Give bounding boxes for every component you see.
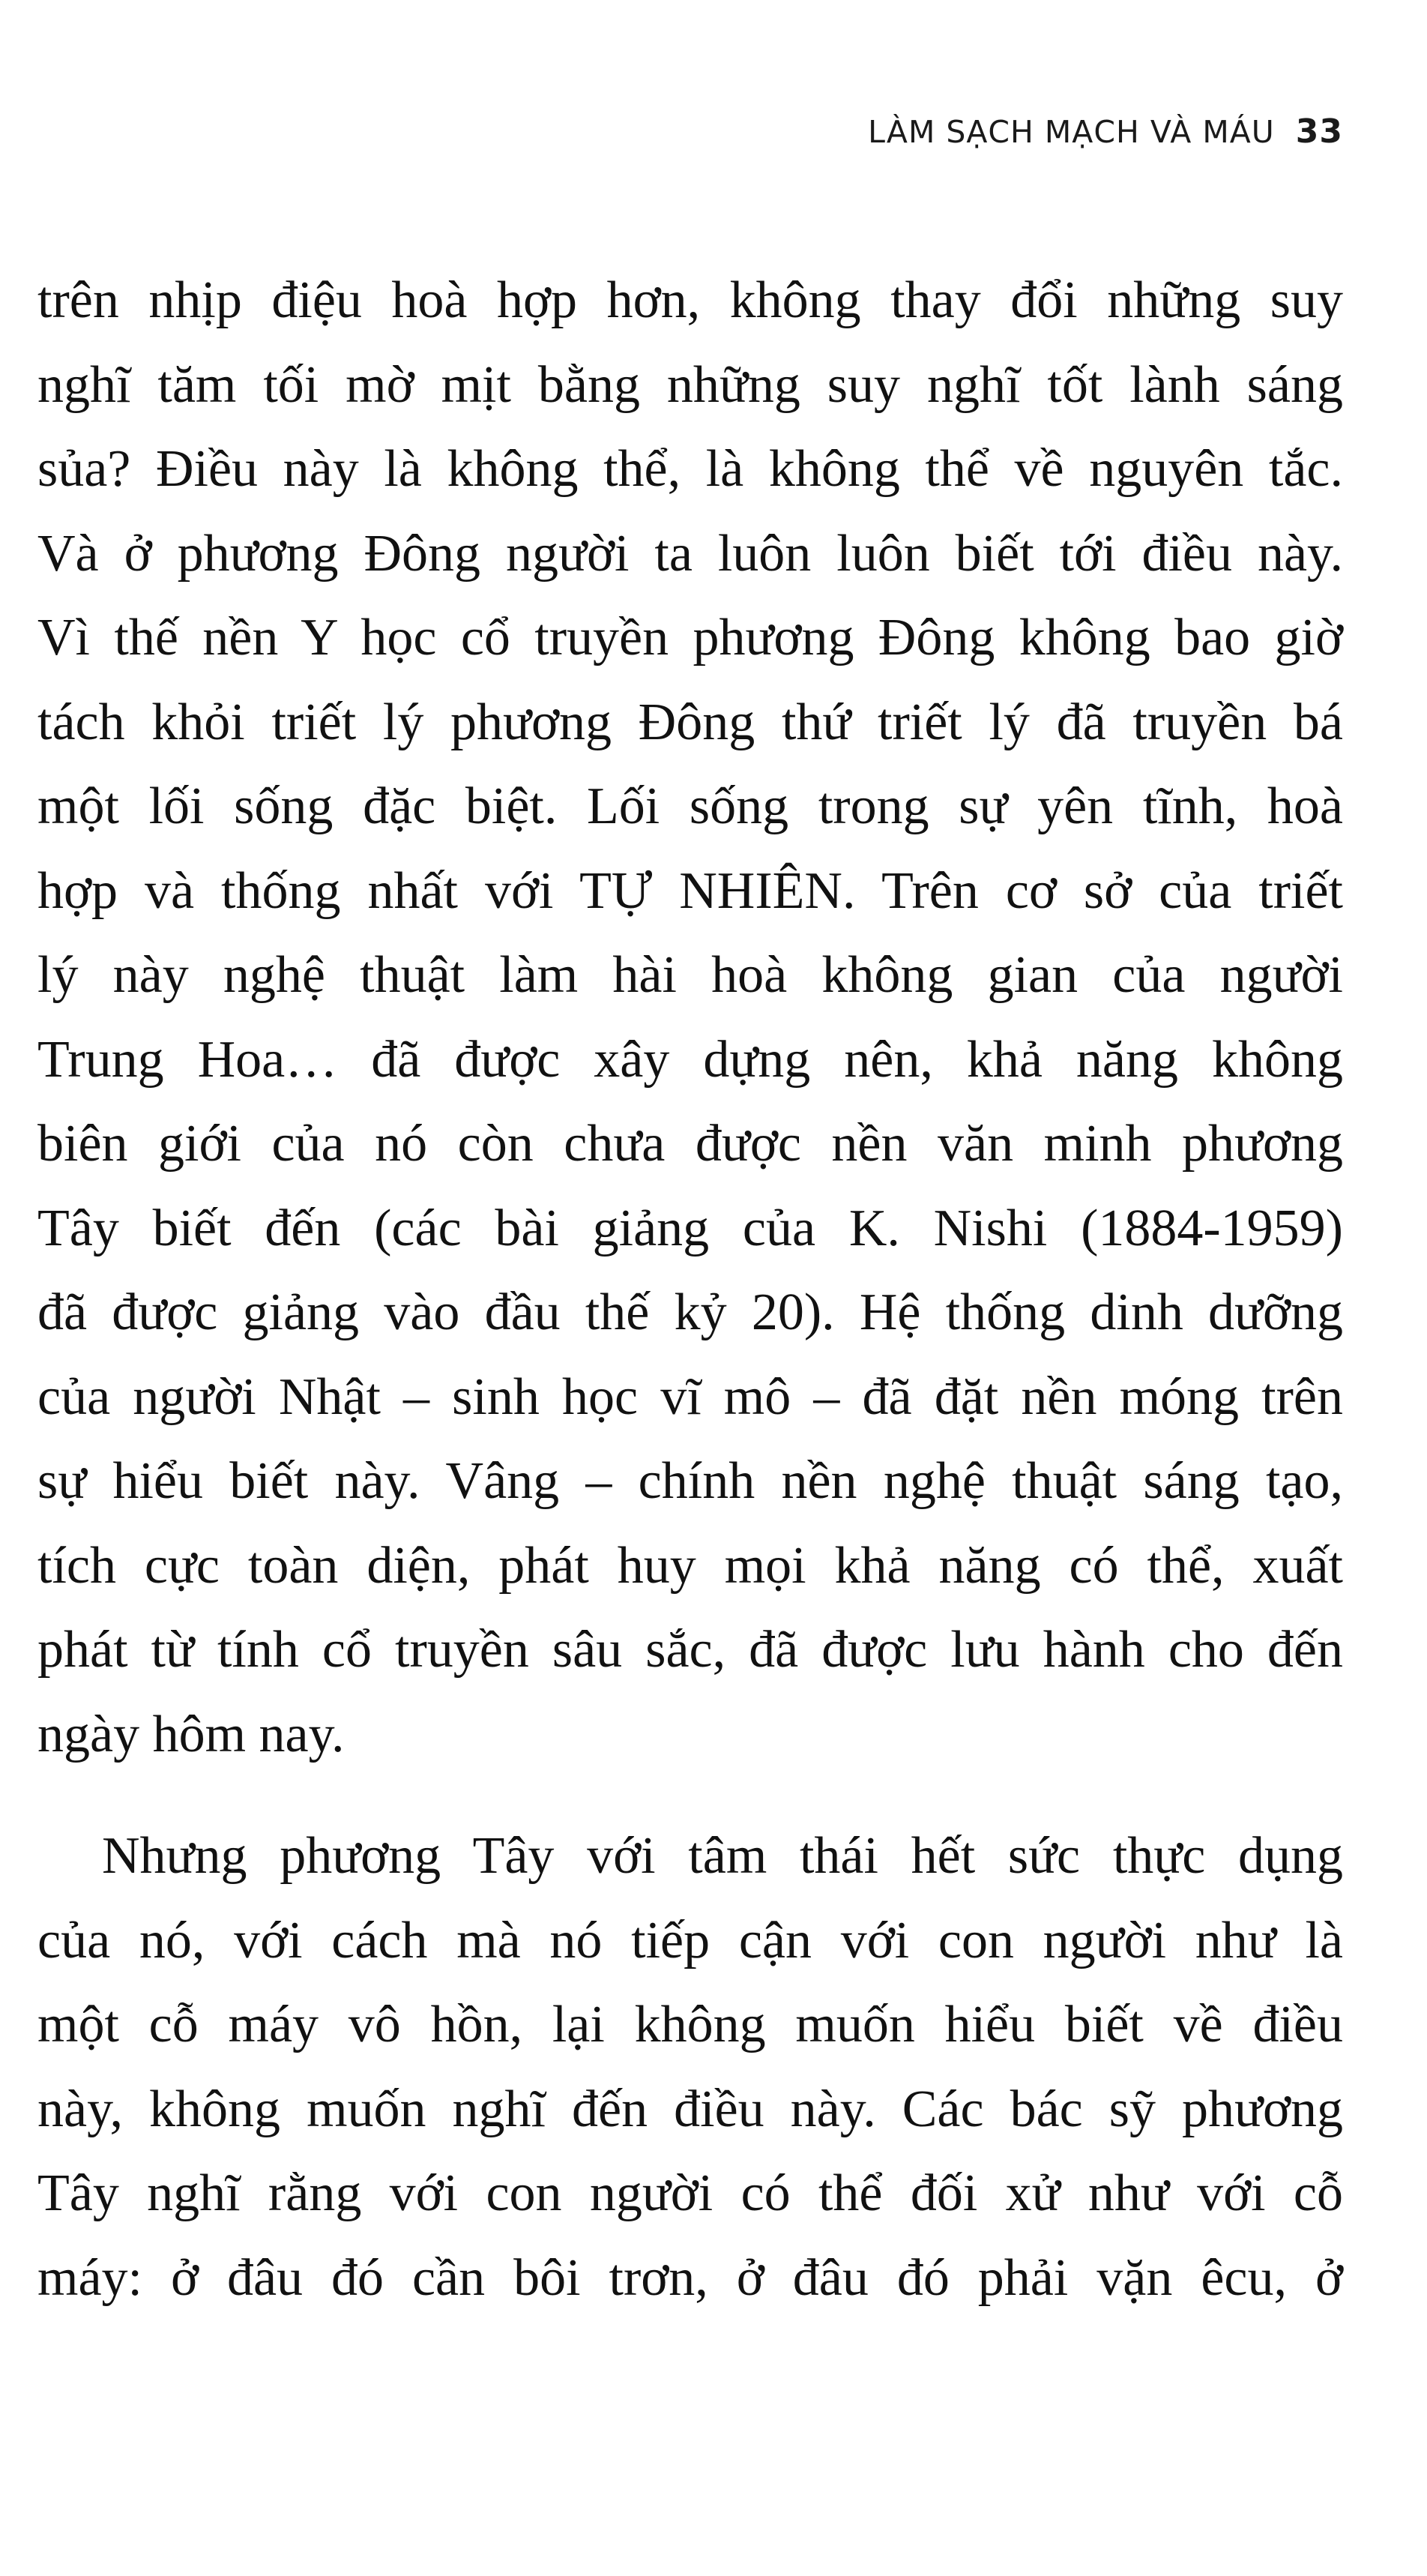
text-line: lý này nghệ thuật làm hài hoà không gian của người [37, 946, 1343, 1004]
text-line: của nó, với cách mà nó tiếp cận với con người như là [37, 1911, 1343, 1969]
text-line: nghĩ tăm tối mờ mịt bằng những suy nghĩ tốt lành sáng [37, 355, 1343, 414]
text-line: một lối sống đặc biệt. Lối sống trong sự yên tĩnh, hoà [37, 777, 1343, 835]
text-line: đã được giảng vào đầu thế kỷ 20). Hệ thống dinh dưỡng [37, 1284, 1343, 1341]
text-line: sủa? Điều này là không thể, là không thể về nguyên tắc. [37, 440, 1343, 498]
text-line: một cỗ máy vô hồn, lại không muốn hiểu biết về điều [37, 1996, 1343, 2053]
text-line: Trung Hoa… đã được xây dựng nên, khả năng không [37, 1030, 1343, 1089]
text-line: Tây biết đến (các bài giảng của K. Nishi (1884-1959) [37, 1199, 1343, 1257]
text-line: tách khỏi triết lý phương Đông thứ triết lý đã truyền bá [37, 693, 1343, 751]
text-line: này, không muốn nghĩ đến điều này. Các bác sỹ phương [37, 2080, 1343, 2138]
chapter-title: LÀM SẠCH MẠCH VÀ MÁU [868, 114, 1275, 150]
text-line: Tây nghĩ rằng với con người có thể đối xử như với cỗ [37, 2164, 1343, 2222]
text-line: biên giới của nó còn chưa được nền văn minh phương [37, 1115, 1343, 1173]
text-line: Và ở phương Đông người ta luôn luôn biết tới điều này. [37, 524, 1343, 583]
text-line: của người Nhật – sinh học vĩ mô – đã đặt nền móng trên [37, 1367, 1343, 1426]
text-line: Vì thế nền Y học cổ truyền phương Đông không bao giờ [37, 609, 1343, 666]
body-text [37, 259, 1343, 2320]
text-line: ngày hôm nay. [37, 1705, 345, 1763]
running-header [868, 112, 1343, 151]
page-number: 33 [1295, 112, 1343, 151]
paragraph-1 [37, 259, 1343, 1777]
text-line: trên nhịp điệu hoà hợp hơn, không thay đổi những suy [37, 271, 1343, 329]
paragraph-gap [37, 1777, 1343, 1814]
text-line: phát từ tính cổ truyền sâu sắc, đã được lưu hành cho đến [37, 1621, 1343, 1679]
text-line: Nhưng phương Tây với tâm thái hết sức thực dụng [102, 1827, 1343, 1885]
paragraph-2 [37, 1814, 1343, 2320]
text-line: sự hiểu biết này. Vâng – chính nền nghệ thuật sáng tạo, [37, 1452, 1343, 1510]
text-line: tích cực toàn diện, phát huy mọi khả năng có thể, xuất [37, 1536, 1343, 1595]
text-line: hợp và thống nhất với TỰ NHIÊN. Trên cơ sở của triết [37, 861, 1343, 920]
text-line: máy: ở đâu đó cần bôi trơn, ở đâu đó phải vặn êcu, ở [37, 2248, 1343, 2307]
